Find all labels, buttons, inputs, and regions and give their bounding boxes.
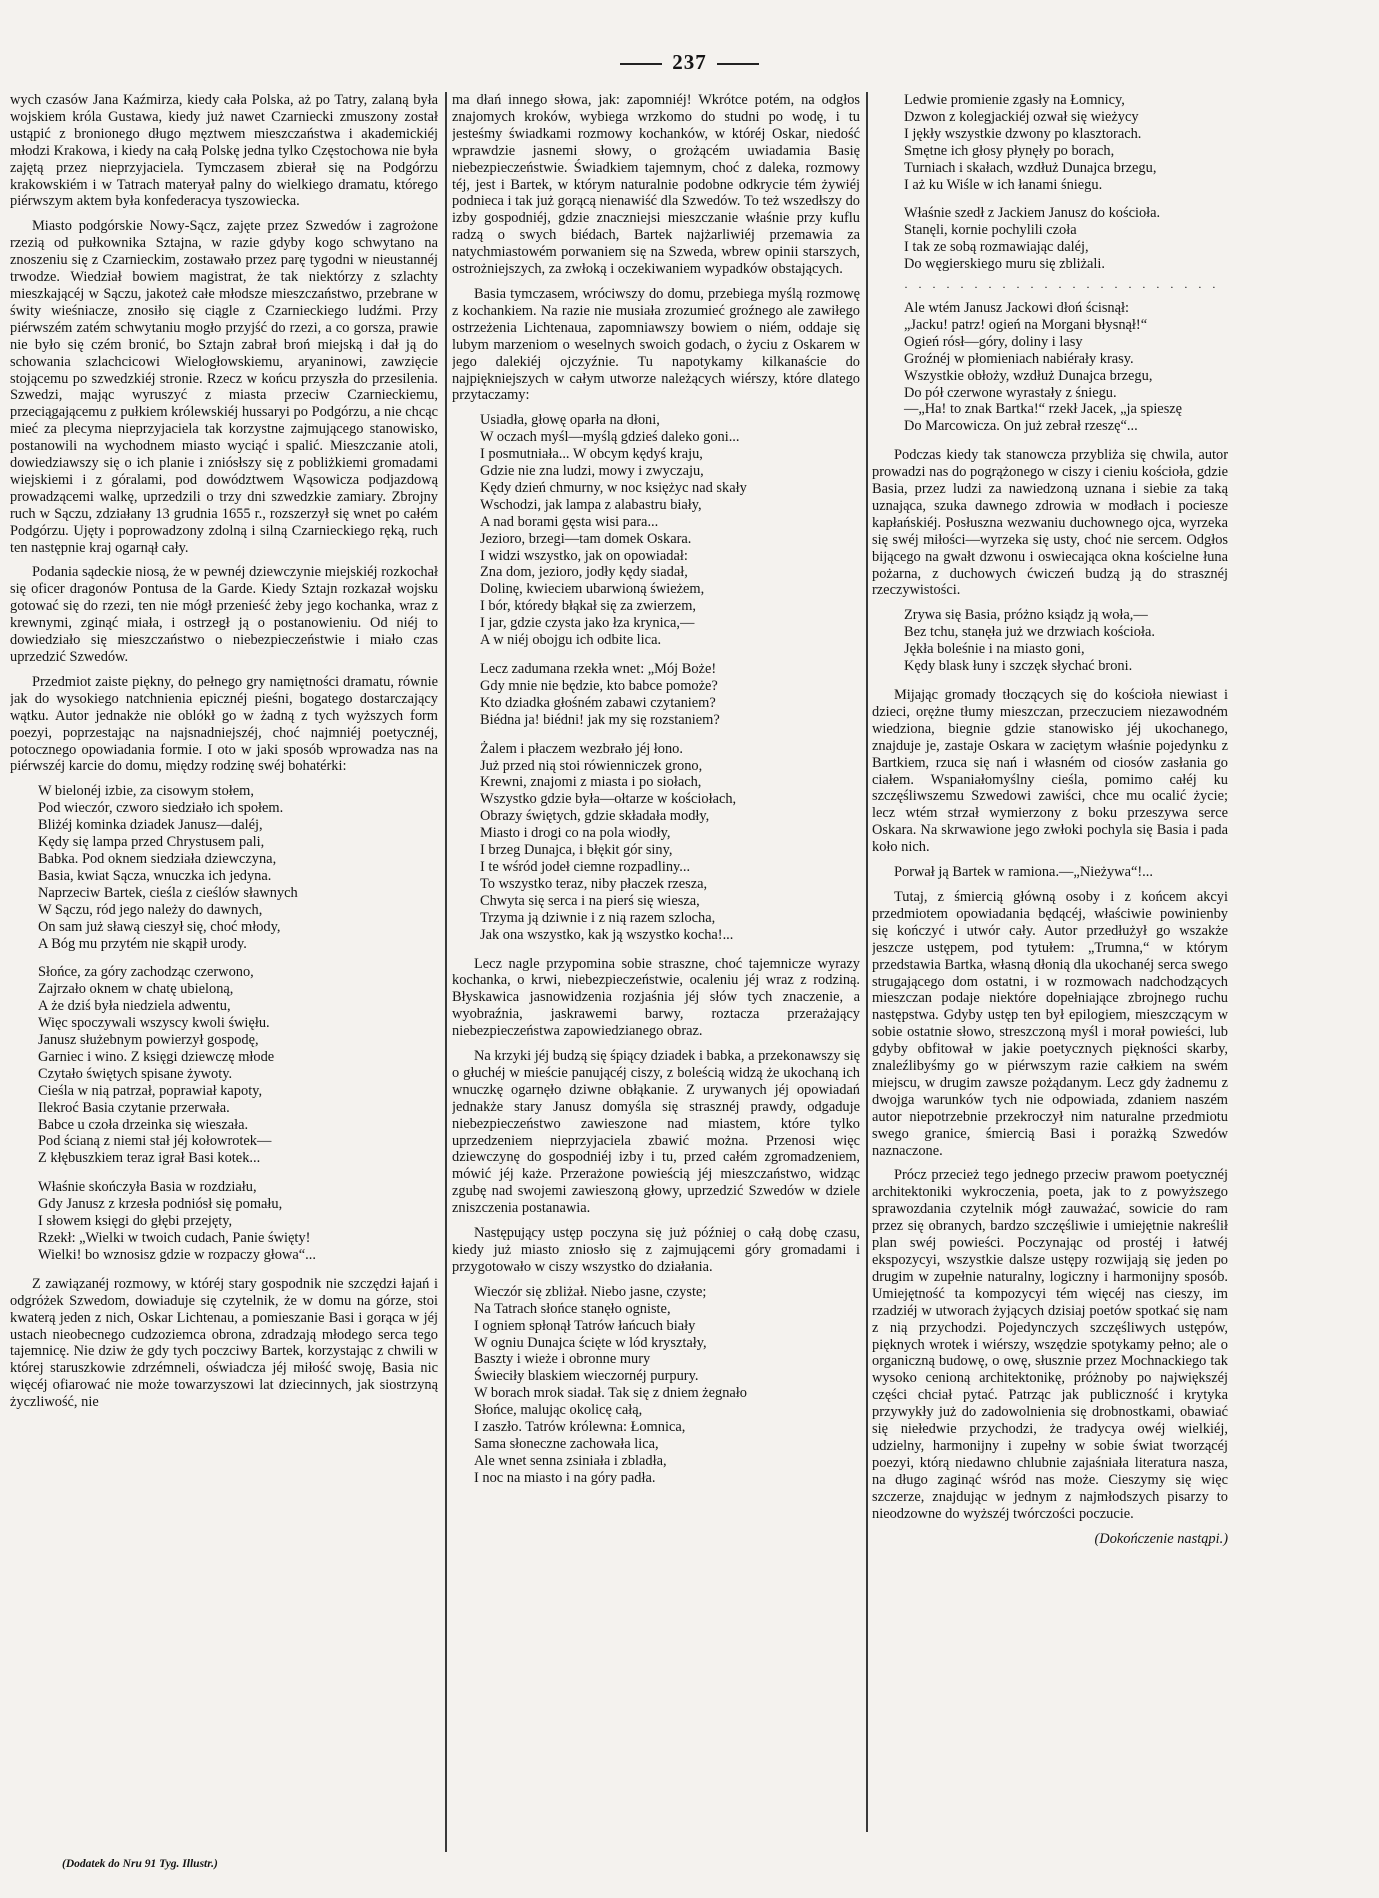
poem-line: Pod ścianą z niemi stał jéj kołowrotek— (38, 1133, 272, 1150)
poem-line: Ale wtém Janusz Jackowi dłoń ścisnął: (904, 299, 1130, 316)
poem-line: Janusz służebnym powierzył gospodę, (38, 1032, 259, 1049)
poem-line: Ilekroć Basia czytanie przerwała. (38, 1099, 230, 1116)
poem-line: Bez tchu, stanęła już we drzwiach kościoła. (904, 624, 1155, 641)
poem-line: W oczach myśl—myślą gdzieś daleko goni... (480, 429, 740, 446)
poem-line: Chwyta się serca i na pierś się wiesza, (480, 892, 700, 909)
poem-line: Groźnéj w płomieniach nabiérały krasy. (904, 350, 1134, 367)
poem-line: Garniec i wino. Z księgi dziewczę młode (38, 1048, 275, 1065)
poem-line: Na Tatrach słońce stanęło ogniste, (474, 1300, 671, 1317)
poem-line: Zrywa się Basia, próżno ksiądz ją woła,— (904, 607, 1148, 624)
poem-line: Trzyma ją dziwnie i z nią razem szlocha, (480, 909, 716, 926)
poem-stanza (38, 1179, 438, 1264)
poem-line: Pod wieczór, czworo siedziało ich społem. (38, 800, 284, 817)
paragraph: wych czasów Jana Kaźmirza, kiedy cała Polska, aż po Tatry, zalaną była wojskiem króla Gustawa, kiedy już nawet Czarniecki zmuszony został ustąpić z bronionego długo męztwem mieszczaństwa i akademickiéj młodzi Krakowa, i kiedy na całą Polskę jedna tylko Częstochowa nie była zajętą przez nieprzyjaciela. Tymczasem zbierał się na Podgórzu krakowskiém i w Tatrach materyał palny do wielkiego dramatu, którego piérwszym aktem była konfederacya tyszowiecka. (10, 92, 438, 210)
poem-line: Ledwie promienie zgasły na Łomnicy, (904, 92, 1125, 108)
poem-line: Słońce, za góry zachodząc czerwono, (38, 964, 254, 981)
poem-line: W Sączu, ród jego należy do dawnych, (38, 901, 263, 918)
poem-quote (872, 92, 1228, 435)
poem-line: Biédna ja! biédni! jak my się rozstaniem? (480, 711, 720, 728)
poem-line: Stanęli, kornie pochylili czoła (904, 222, 1077, 239)
poem-line: Ale wnet senna zsiniała i zbladła, (474, 1452, 667, 1469)
poem-line: Zna dom, jezioro, jodły kędy siadał, (480, 564, 688, 581)
paragraph: Miasto podgórskie Nowy-Sącz, zajęte przez Szwedów i zagrożone rzezią od pułkownika Sztajna, w razie gdyby kogo schwytano na znoszeniu się z Czarnieckim, zostawało przez parę tygodni w nieustannéj trwodze. Wiedział bowiem magistrat, że tak niektórzy z szlachty mieszkającéj w Sączu, jakoteż całe młodsze mieszczaństwo, przebrane w świty wieśniacze, znosiło się ciągle z Czarnieckiego ludźmi. Przy piérwszém zatém schwytaniu mogło przyjść do rzezi, a co gorsza, prawie nie było się czém bronić, bo Sztajn zabrał broń miejską i dał ją do schowania szlachcicowi Wielogłowskiemu, aryaninowi, zawzięcie stojącemu po szwedzkiéj stronie. Rzecz w końcu przyszła do przesilenia. Szwedzi, mając wyruszyć z miasta przeciw Czarnieckiemu, przeciągającemu z pułkiem królewskiéj hussaryi po Podgórzu, a nie chcąc mieć za plecyma nieprzyjaciela tak korzystne zajmującego stanowisko, postanowili na wychodnem miasto wyciąć i spalić. Mieszczanie atoli, dowiedziawszy się o ich planie i zniósłszy się z pobliżkiemi gromadami wiejskiemi i z góralami, pod dowództwem Wąsowicza podjazdową prowadzącemi walkę, uprzedzili o trzy dni szwedzkie zamiary. Zbrojny ruch w Sączu, zdziałany 13 grudnia 1655 r., rozszerzył się wnet po całém Podgórzu. Ujęty i poprowadzony zdolną i silną Czarnieckiego ręką, ruch ten następnie kraj ogarnął cały. (10, 218, 438, 556)
poem-line: Lecz zadumana rzekła wnet: „Mój Boże! (480, 661, 717, 677)
poem-line: Rzekł: „Wielki w twoich cudach, Panie święty! (38, 1230, 311, 1246)
poem-line: I zaszło. Tatrów królewna: Łomnica, (474, 1419, 686, 1436)
poem-line: Babka. Pod oknem siedziała dziewczyna, (38, 850, 277, 867)
paragraph: Prócz przecież tego jednego przeciw prawom poetycznéj architektoniki wykroczenia, poeta, jak to z powyższego sprawozdania czytelnik mógł zauważać, sowicie do ram przez się obranych, bardzo szczęśliwie i umiejętnie nakreślił plan swéj powieści. Poczynając od prostéj i łatwéj ekspozycyi, wszystkie dalsze ustępy rozwijają się jeden po drugim w zupełnie naturalny, logiczny i harmonijny sposób. Umiejętność ta kompozycyi tém więcéj nas cieszy, im rzadziéj w utworach żyjących dzisiaj poetów spotkać się nam z nią przychodzi. Pojedynczych szczęśliwych ustępów, pięknych wrotek i wiérszy, wszędzie spotykamy pełno; ale o organiczną budowę, o owę, słusznie przez Mochnackiego tak wysoko cenioną architektonikę, próżnoby po największéj części chciał pytać. Patrząc jak publiczność i krytyka przywykły już do zadowolnienia się drobnostkami, obawiać się niełedwie przychodzi, że tradycya owéj wielkiéj, udzielny, harmonijny i zupełny w sobie świat tworzącéj poezyi, którą niedawno chlubnie zajaśniała literatura nasza, na długo zaginąć wśród nas może. Cieszymy się więc szczerze, znajdując w jednym z najmłodszych pisarzy to nieodzowne do wyższéj twórczości poczucie. (872, 1167, 1228, 1522)
paragraph: Z zawiązanéj rozmowy, w któréj stary gospodnik nie szczędzi łajań i odgróżek Szwedom, dowiaduje się czytelnik, że w domu na górze, stoi kwaterą jeden z nich, Oskar Lichtenau, a pomieszanie Basi i gorąca w jéj ustach nieobecnego cudzoziemca obrona, zdradzają młodego serca tego tajemnicę. Nie dziw że gdy tych poczciwy Bartek, korzystając z chwili w której staruszkowie zdrzémneli, oświadcza jéj miłość swoję, Basia nic więcéj ofiarować nie może towarzyszowi lat dziecinnych, jak siostrzyną życzliwość, nie (10, 1275, 438, 1411)
paragraph: Podania sądeckie niosą, że w pewnéj dziewczynie miejskiéj rozkochał się oficer dragonów Pontusa de la Garde. Kiedy Sztajn rozkazał wojsku gotować się do rzezi, ten nie mógł przenieść żeby jego kochanka, wraz z krewnymi, zginąć miała, i ostrzegł ją o postanowieniu. Od niéj to dowiedziało się mieszczaństwo o niebezpieczeństwie i miało czas uprzedzić Szwedów. (10, 564, 438, 665)
poem-line: I brzeg Dunajca, i błękit gór siny, (480, 842, 673, 859)
text-column-2 (452, 92, 860, 1852)
poem-line: Babce u czoła drzeinka się wieszała. (38, 1116, 249, 1133)
poem-quote (452, 412, 860, 943)
poem-line: Wschodzi, jak lampa z alabastru biały, (480, 496, 702, 513)
poem-line: Słońce, malując okolicę całą, (474, 1402, 643, 1419)
poem-line: I jar, gdzie czysta jako łza krynica,— (480, 615, 695, 632)
poem-line: Dolinę, kwieciem ubarwioną świeżem, (480, 581, 705, 598)
poem-line: Basia, kwiat Sącza, wnuczka ich jedyna. (38, 867, 272, 884)
continuation-note: (Dokończenie nastąpi.) (1094, 1530, 1228, 1547)
poem-line: Smętne ich głosy płynęły po borach, (904, 142, 1115, 159)
poem-line: Usiadła, głowę oparła na dłoni, (480, 412, 660, 429)
poem-line: I aż ku Wiśle w ich łanami śniegu. (904, 176, 1103, 193)
poem-line: I słowem księgi do głębi przejęty, (38, 1213, 233, 1230)
poem-line: On sam już sławą cieszył się, choć młody, (38, 918, 281, 935)
poem-line: A w niéj obojgu ich odbite lica. (480, 632, 662, 649)
poem-line: To wszystko teraz, niby płaczek rzesza, (480, 875, 708, 892)
poem-quote (10, 783, 438, 1263)
poem-line: Wszystkie obłoży, wzdłuż Dunajca brzegu, (904, 367, 1153, 384)
column-rule-2 (866, 92, 868, 1832)
poem-line: Świeciły blaskiem wieczornéj purpury. (474, 1368, 699, 1385)
poem-line: A że dziś była niedziela adwentu, (38, 998, 231, 1015)
header-rule-left (620, 63, 662, 65)
poem-line: Krewni, znajomi z miasta i po siołach, (480, 774, 702, 791)
poem-line: „Jacku! patrz! ogień na Morgani błysnął!“ (904, 316, 1148, 333)
poem-line: Więc spoczywali wszyscy kwoli święłu. (38, 1015, 270, 1032)
poem-line: Właśnie szedł z Jackiem Janusz do kościoła. (904, 205, 1161, 222)
poem-line: A Bóg mu przytém nie skąpił urody. (38, 935, 247, 952)
poem-line: Zajrzało oknem w chatę ubieloną, (38, 981, 234, 998)
poem-line: Wieczór się zbliżał. Niebo jasne, czyste; (474, 1283, 707, 1300)
poem-line: Jezioro, brzegi—tam domek Oskara. (480, 530, 692, 547)
poem-stanza (38, 964, 438, 1167)
poem-line: Gdy mnie nie będzie, kto babce pomoże? (480, 677, 718, 694)
poem-line: Ogień rósł—góry, doliny i lasy (904, 333, 1083, 350)
poem-line: Z kłębuszkiem teraz igrał Basi kotek... (38, 1150, 261, 1167)
poem-line: Cieśla w nią patrzał, poprawiał kapoty, (38, 1082, 263, 1099)
paragraph: Tutaj, z śmiercią główną osoby i z końcem akcyi przedmiotem opowiadania będącéj, właściwie powinienby się kończyć i utwór cały. Autor przedłużył go wszakże jeszcze ustępem, pod tytułem: „Trumna,“ w którym przedstawia Bartka, własną dłonią dla ukochanéj serca swego strugającego dom ostatni, i w rozmowach nadchodzących mieszczan podaje niektóre dopełniające zbrojnego ruchu następstwa. Gdyby ustęp ten był epilogiem, mieszczącym w sobie ostatnie słowo, streszczoną myśl i morał powieści, lub gdyby obfitował w jakie poetycznych piękności skarby, znaleźlibyśmy go w piérwszym razie całkiem na swém miejscu, w drugim zawsze pożądanym. Lecz gdy żadnemu z dwojga warunków tych nie odpowiada, zdaniem naszém autor niepotrzebnie przekroczył nim naturalne przedmiotu swego granice, śmiercią Basi i porażką Szwedów naznaczone. (872, 888, 1228, 1159)
poem-line: Właśnie skończyła Basia w rozdziału, (38, 1179, 257, 1196)
poem-line: Sama słoneczne zachowała lica, (474, 1435, 659, 1452)
poem-line: I jękły wszystkie dzwony po klasztorach. (904, 125, 1142, 142)
column-rule-1 (445, 92, 447, 1852)
paragraph: Basia tymczasem, wróciwszy do domu, przebiega myślą rozmowę z kochankiem. Na razie nie musiała zrozumieć groźnego ale zawiłego ostrzeżenia Lichtenaua, zapomniawszy bowiem o niém, oddaje się lubym marzeniom o weselnych swoich godach, o życiu z Oskarem w jego dalekiéj ojczyźnie. Tu napotykamy kilkanaście do najpiękniejszych w całym utworze należących wiérszy, które dlatego przytaczamy: (452, 285, 860, 404)
poem-line: Baszty i wieże i obronne mury (474, 1351, 651, 1368)
poem-line: W ogniu Dunajca ścięte w lód kryształy, (474, 1334, 707, 1351)
poem-line: Obrazy świętych, gdzie składała modły, (480, 808, 710, 825)
poem-stanza (904, 607, 1228, 675)
poem-line: Kto dziadka głośném zabawi czytaniem? (480, 694, 716, 711)
poem-line: Miasto i drogi co na pola wiodły, (480, 825, 671, 842)
text-column-3 (872, 92, 1228, 1852)
poem-line: Kędy dzień chmurny, w noc księżyc nad skały (480, 479, 747, 496)
poem-stanza (480, 741, 860, 944)
poem-line: A nad borami gęsta wisi para... (480, 513, 659, 530)
poem-quote (872, 607, 1228, 675)
poem-line: W borach mrok siadał. Tak się z dniem żegnało (474, 1385, 747, 1402)
poem-line: Gdy Janusz z krzesła podniósł się pomału, (38, 1196, 283, 1213)
poem-line: I widzi wszystko, jak on opowiadał: (480, 547, 688, 564)
poem-line: I tak ze sobą rozmawiając daléj, (904, 239, 1089, 256)
paragraph: Podczas kiedy tak stanowcza przybliża się chwila, autor prowadzi nas do pogrążonego w ciszy i cieniu kościoła, gdzie Basia, przez ludzi za nawiedzoną uznana i siebie za taką uznająca, szuka dawnego zdrowia w modłach i pociesze kapłańskiéj. Posłuszna wezwaniu duchownego ojca, wyrzeka się swéj miłości—wyrzeka się usty, choć nie sercem. Odgłos bijącego na gwałt dzwonu i oswiecająca okna kościelne łuna pożarna, z duchowych ćwiczeń budzą ją do strasznéj rzeczywistości. (872, 447, 1228, 599)
paragraph: ma dłań innego słowa, jak: zapomniéj! Wkrótce potém, na odgłos znajomych kroków, wybiega wrzkomo do studni po wodę, i tu jesteśmy świadkami rozmowy kochanków, w któréj Oskar, niedość wprawdzie jasnemi słowy, o grożącém uwiadamia Basię niebezpieczeństwie. Świadkiem tajemnym, choć z daleka, rozmowy téj, jest i Bartek, w którym naturalnie podobne odkrycie tém żywiéj podnieca i tak już gorącą nienawiść dla Szwedów. To też wszedłszy do izby gospodniéj, gdzie znaczniejsi mieszczanie właśnie przy kuflu radzą o swych biédach, Bartek najżarliwiéj przemawia za natychmiastowém porwaniem się na Szweda, wbrew opinii starszych, ostrożniejszych, za zwłoką i oczekiwaniem wypadków obstających. (452, 92, 860, 278)
paragraph: Następujący ustęp poczyna się już później o całą dobę czasu, kiedy już miasto zniosło się z zajmującemi góry gromadami i przygotowało w ciszy wszystko do działania. (452, 1225, 860, 1275)
paragraph: Przedmiot zaiste piękny, do pełnego gry namiętności dramatu, równie jak do wysokiego natchnienia epicznéj pieśni, bogatego dostarczający wątku. Autor jednakże nie oblókł go w żadną z tych wyższych form poezyi, poprzestając na najsnadniejszéj, choć najmniéj poetycznéj, potocznego opowiadania formie. I oto w jaki sposób wprowadza nas na piérwszéj karcie do domu, między rodzinę swéj bohatérki: (10, 673, 438, 775)
poem-stanza (38, 783, 438, 952)
poem-line: I ogniem spłonął Tatrów łańcuch biały (474, 1317, 696, 1334)
paragraph: Lecz nagle przypomina sobie straszne, choć tajemnicze wyrazy kochanka, o krwi, niebezpieczeństwie, ocaleniu jéj wraz z rodziną. Błyskawica jasnowidzenia rozjaśnia jéj słów tych znaczenie, a wyobraźnia, jaskrawemi barwy, roztacza przerażający niebezpieczeństwa zapowiedzianego obraz. (452, 955, 860, 1040)
poem-line: I posmutniała... W obcym kędyś kraju, (480, 446, 703, 463)
poem-line: W bielonéj izbie, za cisowym stołem, (38, 783, 254, 800)
supplement-note: (Dodatek do Nru 91 Tyg. Illustr.) (62, 1858, 218, 1870)
text-column-1 (10, 92, 438, 1872)
paragraph: Na krzyki jéj budzą się śpiący dziadek i babka, a przekonawszy się o głuchéj w mieście panującéj ciszy, z boleścią widzą że ukochaną ich wnuczkę ogarnęło dziwne obłąkanie. Z urywanych jéj opowiadań jednakże stary Janusz domyśla się strasznéj prawdy, odgaduje niebezpieczeństwo zawieszone nad miastem, które tylko uprzedzeniem nieprzyjaciela zbawić można. Przenosi więc dziewczynę do gospodniéj izby i tu, przed całém zgromadzeniem, mówić jéj każe. Przerażone powieścią jéj mieszczaństwo, widząc zgubę nad swojemi zawieszoną głowy, uprzedzić Szwedów w dziele zniszczenia postanawia. (452, 1048, 860, 1217)
page-number (0, 50, 1379, 75)
poem-line: Dzwon z kolegjackiéj ozwał się wieżycy (904, 108, 1139, 125)
paragraph: Porwał ją Bartek w ramiona.—„Nieżywa“!... (894, 864, 1153, 881)
poem-line: I te wśród jodeł ciemne rozpadliny... (480, 858, 691, 875)
poem-stanza (480, 661, 860, 729)
header-rule-right (717, 63, 759, 65)
poem-line: Kędy się lampa przed Chrystusem pali, (38, 834, 265, 851)
poem-line: Do Marcowicza. On już zebrał rzeszę“... (904, 418, 1138, 435)
poem-line: I bór, któredy błąkał się za zwierzem, (480, 598, 696, 615)
poem-line: Do pół czerwone wyrastały z śniegu. (904, 384, 1117, 401)
poem-line: I noc na miasto i na góry padła. (474, 1469, 656, 1486)
poem-stanza (904, 300, 1228, 435)
poem-line: Żalem i płaczem wezbrało jéj łono. (480, 740, 683, 757)
poem-line: Turniach i skałach, wzdłuż Dunajca brzegu, (904, 159, 1157, 176)
poem-line: Jękła boleśnie i na miasto goni, (904, 641, 1085, 658)
poem-stanza (480, 412, 860, 649)
ellipsis-divider: ······················· (904, 280, 1226, 295)
poem-line: Już przed nią stoi rówienniczek grono, (480, 757, 703, 774)
poem-line: Czytało świętych spisane żywoty. (38, 1065, 233, 1082)
poem-line: Wszystko gdzie była—ołtarze w kościołach, (480, 791, 737, 808)
paragraph: Mijając gromady tłoczących się do kościoła niewiast i dzieci, orężne tłumy mieszczan, przeczuciem niezawodném wiedziona, biegnie gdzie stanowisko jéj ukochanego, znajduje je, zastaje Oskara w zaciętym właśnie pojedynku z Bartkiem, rzuca się nań i własném od ciosów zasłania go ciałem. Wspaniałomyślny cieśla, pomimo całéj ku szczęśliwszemu Szwedowi zawiści, chce mu ocalić życie; lecz wtém strzał wymierzony z boku przeszywa serce Oskara. Na skrwawione jego zwłoki pochyla się Basia i pada koło nich. (872, 687, 1228, 856)
poem-line: —„Ha! to znak Bartka!“ rzekł Jacek, „ja spieszę (904, 401, 1183, 418)
poem-line: Do węgierskiego muru się zbliżali. (904, 256, 1106, 273)
poem-line: Kędy blask łuny i szczęk słychać broni. (904, 658, 1133, 675)
poem-line: Wielki! bo wznosisz gdzie w rozpaczy głowa“... (38, 1246, 316, 1263)
poem-line: Gdzie nie zna ludzi, mowy i zwyczaju, (480, 463, 704, 480)
poem-line: Jak ona wszystko, kak ją wszystko kocha!... (480, 926, 734, 943)
poem-stanza (904, 205, 1228, 273)
page-number-text: 237 (672, 50, 707, 74)
poem-line: Naprzeciw Bartek, cieśla z cieślów sławnych (38, 884, 298, 901)
poem-quote (452, 1284, 860, 1487)
poem-line: Bliżéj kominka dziadek Janusz—daléj, (38, 817, 263, 834)
poem-stanza (474, 1284, 860, 1487)
poem-stanza (904, 92, 1228, 193)
